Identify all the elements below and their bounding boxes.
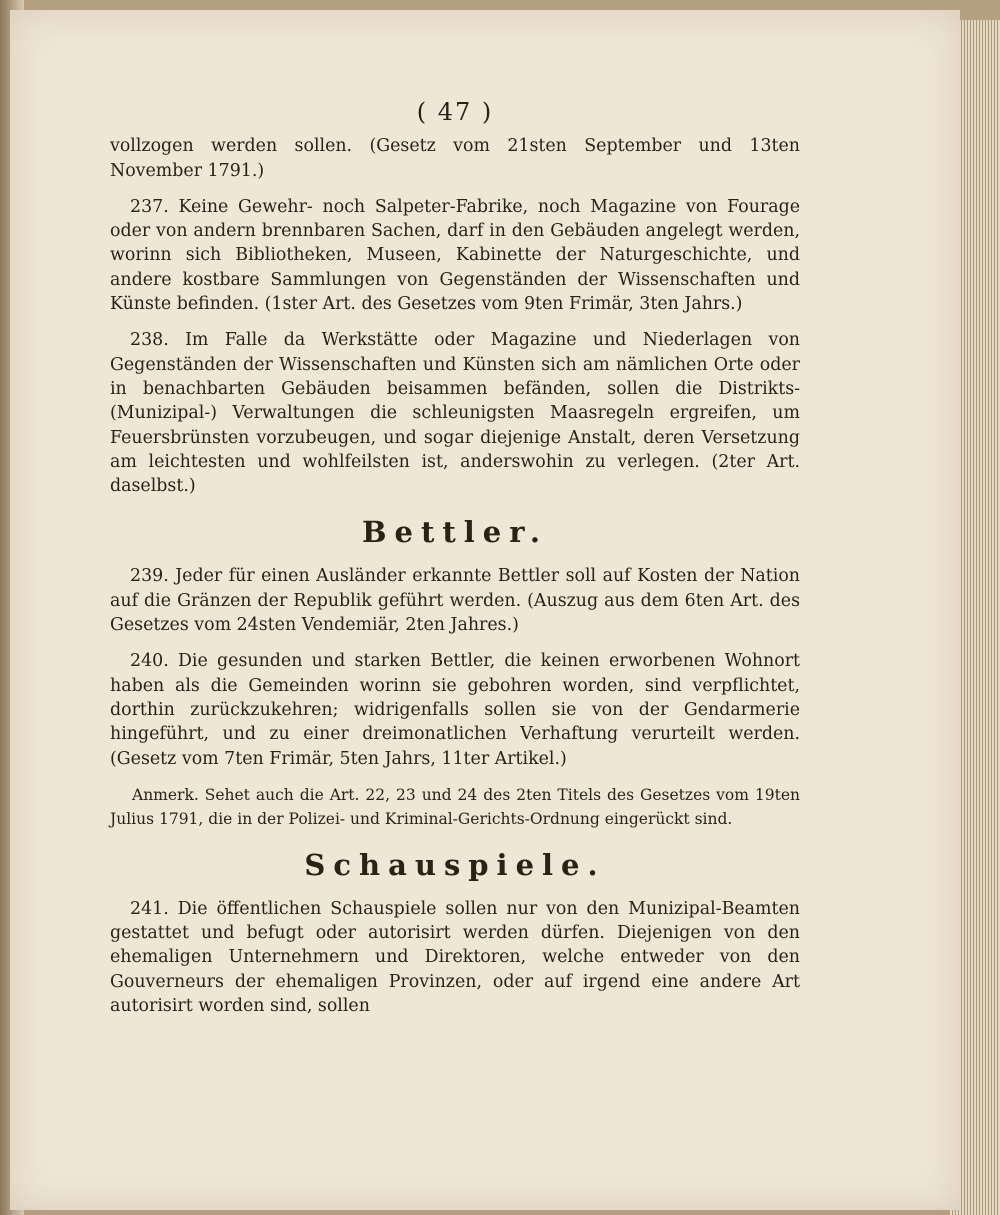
annotation-note: Anmerk. Sehet auch die Art. 22, 23 und 24 des 2ten Titels des Gesetzes vom 19ten Julius 1791, die in der Polizei- und Kriminal-Gerichts-Ordnung eingerückt sind. <box>110 785 800 828</box>
paragraph-239: 239. Jeder für einen Ausländer erkannte Bettler soll auf Kosten der Nation auf die Gränzen der Republik geführt werden. (Auszug aus dem 6ten Art. des Gesetzes vom 24sten Vendemiär, 2ten Jahres.) <box>110 566 800 636</box>
paragraph-241: 241. Die öffentlichen Schauspiele sollen nur von den Munizipal-Beamten gestattet und befugt oder autorisirt werden dürfen. Diejenigen von den ehemaligen Unternehmern und Direktoren, welche entweder von den Gouverneurs der ehemaligen Provinzen, oder auf irgend eine andere Art autorisirt worden sind, sollen <box>110 898 800 1017</box>
paragraph-237: 237. Keine Gewehr- noch Salpeter-Fabrike, noch Magazine von Fourage oder von andern brennbaren Sachen, darf in den Gebäuden angelegt werden, worinn sich Bibliotheken, Museen, Kabinette der Naturgeschichte, und andere kostbare Sammlungen von Gegenständen der Wissenschaften und Künste befinden. (1ster Art. des Gesetzes vom 9ten Frimär, 3ten Jahrs.) <box>110 196 800 315</box>
paragraph-continuation: vollzogen werden sollen. (Gesetz vom 21sten September und 13ten November 1791.) <box>110 136 800 181</box>
paragraph-240: 240. Die gesunden und starken Bettler, die keinen erworbenen Wohnort haben als die Gemeinden worinn sie gebohren worden, sind verpflichtet, dorthin zurückzukehren; widrigenfalls sollen sie von der Gendarmerie hingeführt, und zu einer dreimonatlichen Verhaftung verurteilt werden. (Gesetz vom 7ten Frimär, 5ten Jahrs, 11ter Artikel.) <box>110 651 800 769</box>
section-heading-bettler: Bettler. <box>362 515 548 550</box>
paragraph-238: 238. Im Falle da Werkstätte oder Magazine und Niederlagen von Gegenständen der Wissenschaften und Künsten sich am nämlichen Orte oder in benachbarten Gebäuden beisammen befänden, sollen die Distrikts- (Munizipal-) Verwaltungen die schleunigsten Maasregeln ergreifen, um Feuersbrünsten vorzubeugen, und sogar diejenige Anstalt, deren Versetzung am leichtesten und wohlfeilsten ist, anderswohin zu verlegen. (2ter Art. daselbst.) <box>110 330 800 497</box>
page-number: ( 47 ) <box>416 98 494 126</box>
page-text <box>110 100 800 1030</box>
section-heading-schauspiele: Schauspiele. <box>304 847 606 882</box>
